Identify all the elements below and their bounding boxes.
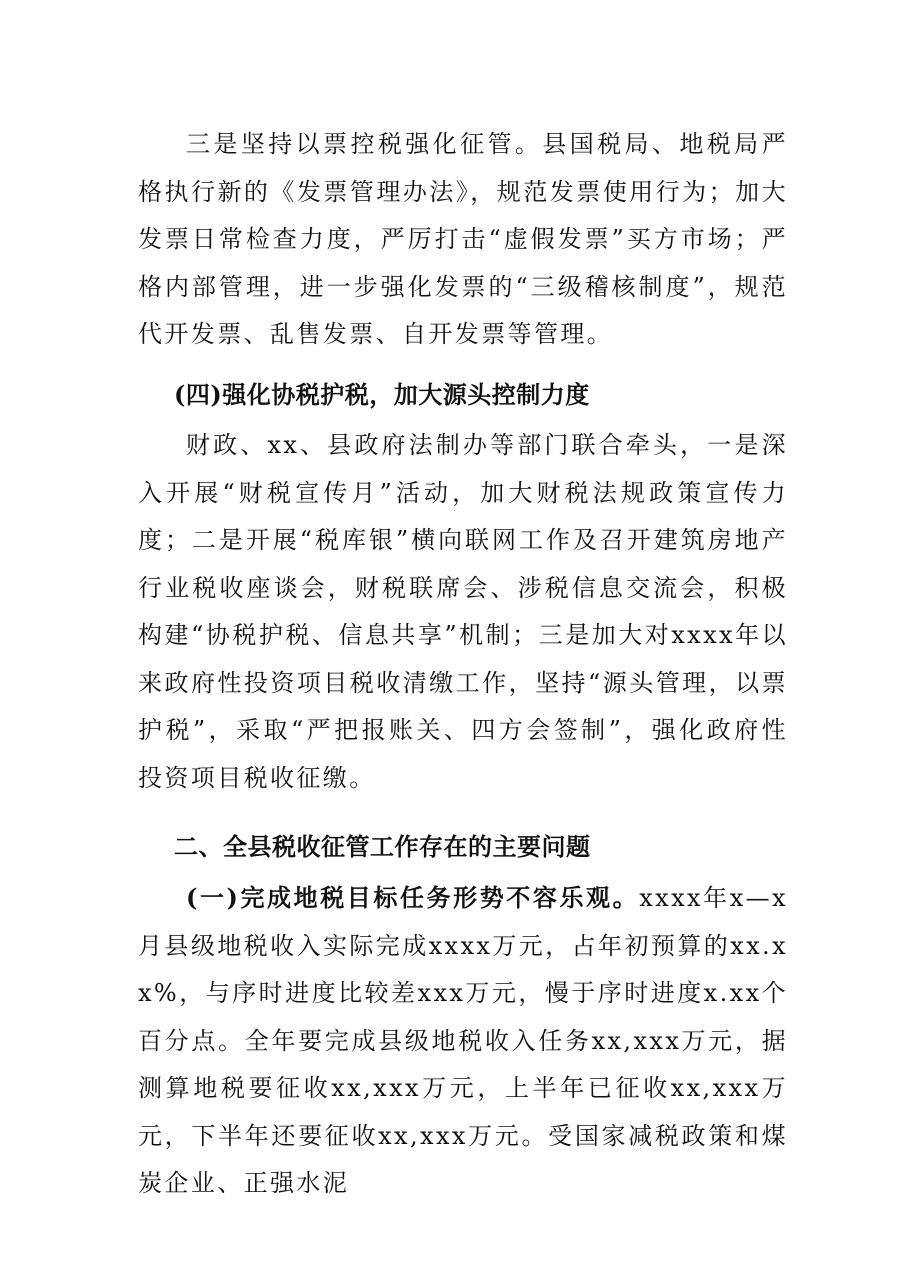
heading-coordination: (四)强化协税护税，加大源头控制力度 bbox=[174, 380, 590, 409]
paragraph-body: xxxx年x—x月县级地税收入实际完成xxxx万元，占年初预算的xx.xx%，与序时进度比较差xxx万元，慢于序时进度x.xx个百分点。全年要完成县级地税收入任务xx,xxx万元，据测算地税要征收xx,xxx万元，上半年已征收xx,xxx万元，下半年还要征收xx,xxx万元。受国家减税政策和煤炭企业、正强水泥 bbox=[138, 884, 788, 1197]
paragraph-lead: (一)完成地税目标任务形势不容乐观。 bbox=[186, 883, 640, 912]
section-heading-problems: 二、全县税收征管工作存在的主要问题 bbox=[174, 832, 591, 861]
paragraph-invoice-control: 三是坚持以票控税强化征管。县国税局、地税局严格执行新的《发票管理办法》，规范发票使用行为；加大发票日常检查力度，严厉打击“虚假发票”买方市场；严格内部管理，进一步强化发票的“三级稽核制度”，规范代开发票、乱售发票、自开发票等管理。 bbox=[138, 130, 788, 348]
paragraph-tax-target bbox=[138, 874, 788, 1208]
paragraph-coordination: 财政、xx、县政府法制办等部门联合牵头，一是深入开展“财税宣传月”活动，加大财税法规政策宣传力度；二是开展“税库银”横向联网工作及召开建筑房地产行业税收座谈会，财税联席会、涉税信息交流会，积极构建“协税护税、信息共享”机制；三是加大对xxxx年以来政府性投资项目税收清缴工作，坚持“源头管理，以票护税”，采取“严把报账关、四方会签制”，强化政府性投资项目税收征缴。 bbox=[138, 431, 788, 792]
